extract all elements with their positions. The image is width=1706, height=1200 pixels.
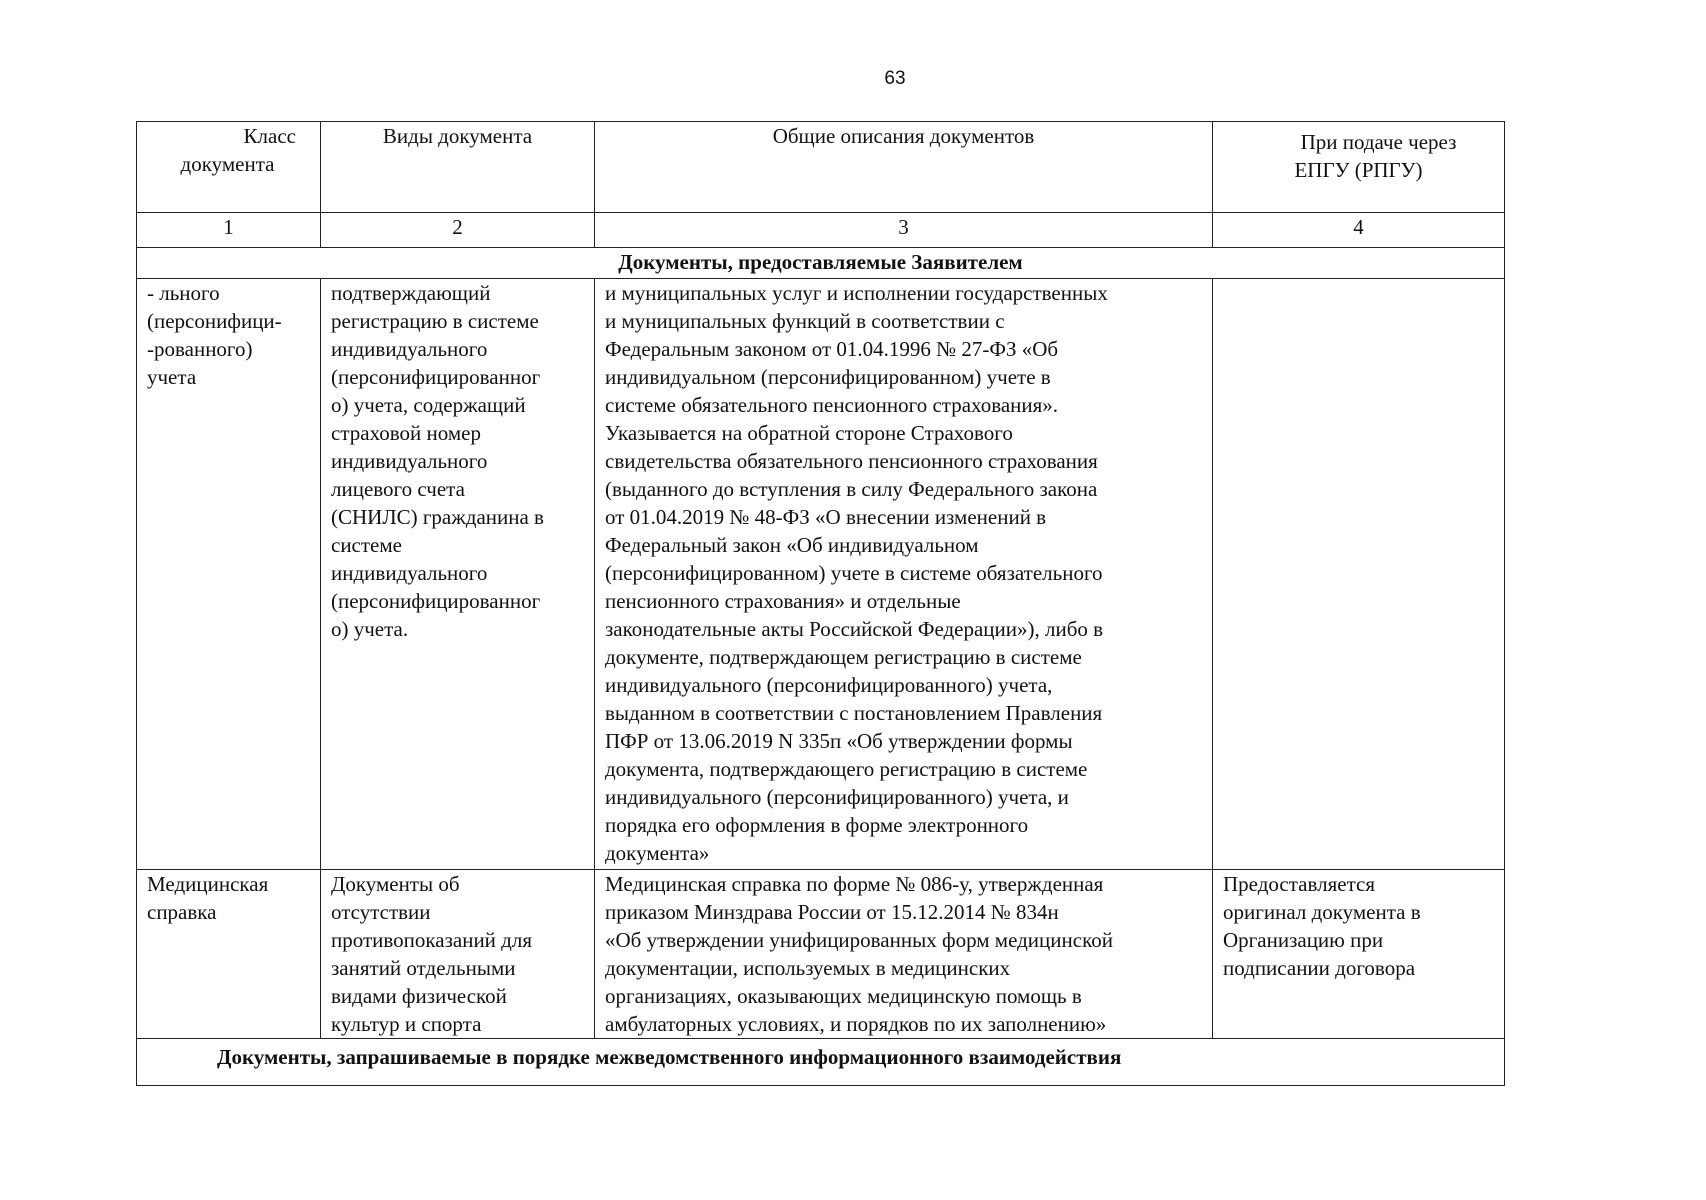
cell-document-class: - льного (персонифици- -рованного) учета [137,279,321,870]
header-row [137,122,1505,213]
section-applicant-title: Документы, предоставляемые Заявителем [137,248,1505,279]
column-number-2: 2 [321,213,595,248]
table-row [137,279,1505,870]
cell-document-kind: Документы об отсутствии противопоказаний для занятий отдельными видами физической культур и спорта [321,870,595,1039]
header-document-kinds: Виды документа [321,122,595,213]
header-submission-line1: При подаче через [1300,130,1457,154]
header-class-line1: Класс [243,124,296,148]
cell-submission [1213,279,1505,870]
section-interagency-row [137,1039,1505,1086]
cell-document-description: и муниципальных услуг и исполнении государственных и муниципальных функций в соответствии с Федеральным законом от 01.04.1996 № 27-ФЗ «Об индивидуальном (персонифицированном) учете в системе обязательного пенсионного страхования». Указывается на обратной стороне Страхового свидетельства обязательного пенсионного страхования (выданного до вступления в силу Федерального закона от 01.04.2019 № 48-ФЗ «О внесении изменений в Федеральный закон «Об индивидуальном (персонифицированном) учете в системе обязательного пенсионного страхования» и отдельные законодательные акты Российской Федерации»), либо в документе, подтверждающем регистрацию в системе индивидуального (персонифицированного) учета, выданном в соответствии с постановлением Правления ПФР от 13.06.2019 N 335п «Об утверждении формы документа, подтверждающего регистрацию в системе индивидуального (персонифицированного) учета, и порядка его оформления в форме электронного документа» [595,279,1213,870]
header-submission-line2: ЕПГУ (РПГУ) [1294,158,1423,182]
cell-document-kind: подтверждающий регистрацию в системе индивидуального (персонифицированног о) учета, содержащий страховой номер индивидуального лицевого счета (СНИЛС) гражданина в системе индивидуального (персонифицированног о) учета. [321,279,595,870]
section-interagency-title: Документы, запрашиваемые в порядке межведомственного информационного взаимодействия [137,1039,1505,1086]
cell-submission: Предоставляется оригинал документа в Организацию при подписании договора [1213,870,1505,1039]
header-document-class [137,122,321,213]
column-numbers-row [137,213,1505,248]
header-class-line2: документа [180,152,275,176]
header-submission-epgu [1213,122,1505,213]
column-number-3: 3 [595,213,1213,248]
header-document-descriptions: Общие описания документов [595,122,1213,213]
section-applicant-row [137,248,1505,279]
column-number-4: 4 [1213,213,1505,248]
cell-document-description: Медицинская справка по форме № 086-у, утвержденная приказом Минздрава России от 15.12.2014 № 834н «Об утверждении унифицированных форм медицинской документации, используемых в медицинских организациях, оказывающих медицинскую помощь в амбулаторных условиях, и порядков по их заполнению» [595,870,1213,1039]
page-number: 63 [884,68,906,89]
cell-document-class: Медицинская справка [137,870,321,1039]
table-row [137,870,1505,1039]
column-number-1: 1 [137,213,321,248]
documents-table [136,121,1505,1086]
